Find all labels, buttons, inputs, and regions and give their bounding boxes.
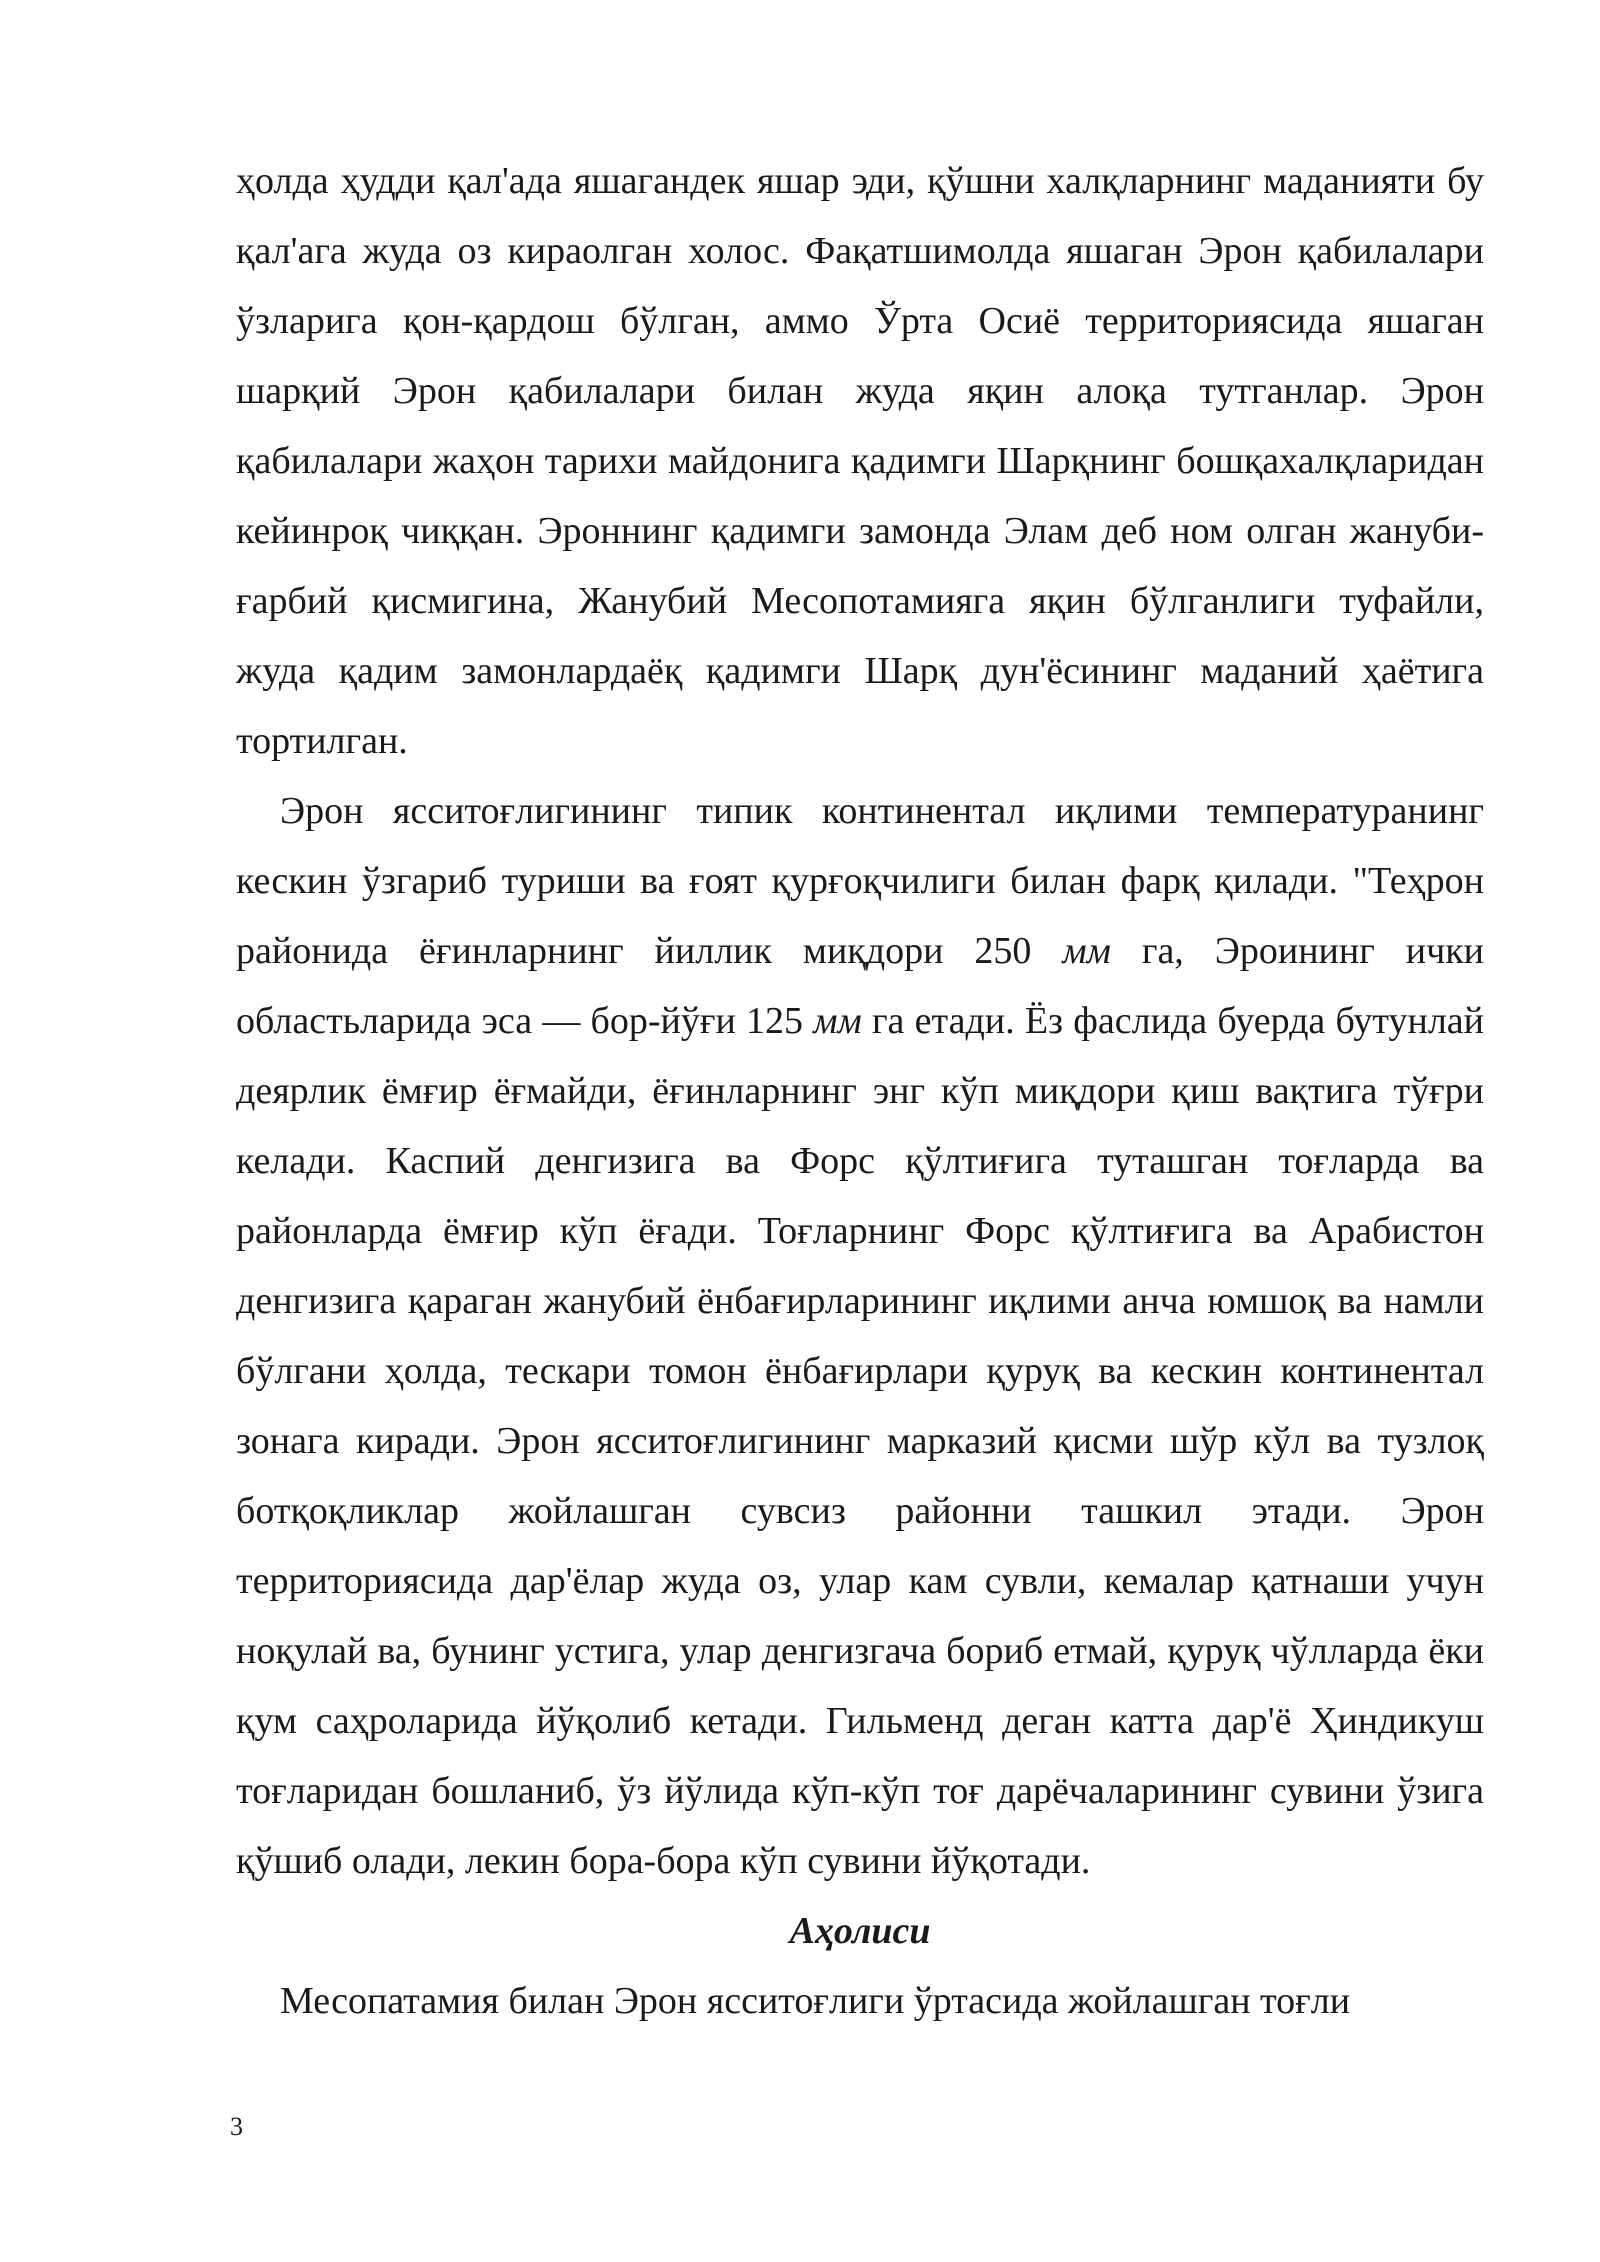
page-number: 3 [230, 2112, 243, 2141]
climate-text-2: га, Эроининг ички областьларида эса — бор-йўғи 125 [236, 930, 1485, 1042]
section-heading: Аҳолиси [789, 1910, 931, 1952]
paragraph-continued: ҳолда ҳудди қал'ада яшагандек яшар эди, қўшни халқларнинг маданияти бу қал'ага жуда оз кираолган холос. Фақатшимолда яшаган Эрон қабилалари ўзларига қон-қардош бўлган, аммо Ўрта Осиё территориясида яшаган шарқий Эрон қабилалари билан жуда яқин алоқа тутганлар. Эрон қабилалари жаҳон тарихи майдонига қадимги Шарқнинг бошқахалқларидан кейинроқ чиққан. Эроннинг қадимги замонда Элам деб ном олган жануби-ғарбий қисмигина, Жанубий Месопотамияга яқин бўлганлиги туфайли, жуда қадим замонлардаёқ қадимги Шарқ дун'ёсининг маданий ҳаётига тортилган. [236, 160, 1484, 762]
paragraph-population: Месопатамия билан Эрон ясситоғлиги ўртасида жойлашган тоғли [280, 1980, 1351, 2022]
unit-mm: мм [813, 1000, 862, 1042]
paragraph-climate [236, 776, 1484, 1896]
climate-text-3: га етади. Ёз фаслида буерда бутунлай деярлик ёмғир ёғмайди, ёғинларнинг энг кўп миқдори қиш вақтига тўғри келади. Каспий денгизига ва Форс қўлтиғига туташган тоғларда ва районларда ёмғир кўп ёғади. Тоғларнинг Форс қўлтиғига ва Арабистон денгизига қараган жанубий ёнбағирларининг иқлими анча юмшоқ ва намли бўлгани ҳолда, тескари томон ёнбағирлари қуруқ ва кескин континентал зонага киради. Эрон ясситоғлигининг марказий қисми шўр кўл ва тузлоқ ботқоқликлар жойлашган сувсиз районни ташкил этади. Эрон территориясида дар'ёлар жуда оз, улар кам сувли, кемалар қатнаши учун ноқулай ва, бунинг устига, улар денгизгача бориб етмай, қуруқ чўлларда ёки қум саҳроларида йўқолиб кетади. Гильменд деган катта дар'ё Ҳиндикуш тоғларидан бошланиб, ўз йўлида кўп-кўп тоғ дарёчаларининг сувини ўзига қўшиб олади, лекин бора-бора кўп сувини йўқотади. [236, 1000, 1484, 1882]
page-body [236, 146, 1484, 2036]
unit-mm: мм [1062, 930, 1111, 972]
climate-text-1: Эрон ясситоғлигининг типик континентал иқлими температуранинг кескин ўзгариб туриши ва ғоят қурғоқчилиги билан фарқ қилади. "Теҳрон районида ёғинларнинг йиллик миқдори 250 [236, 790, 1484, 972]
